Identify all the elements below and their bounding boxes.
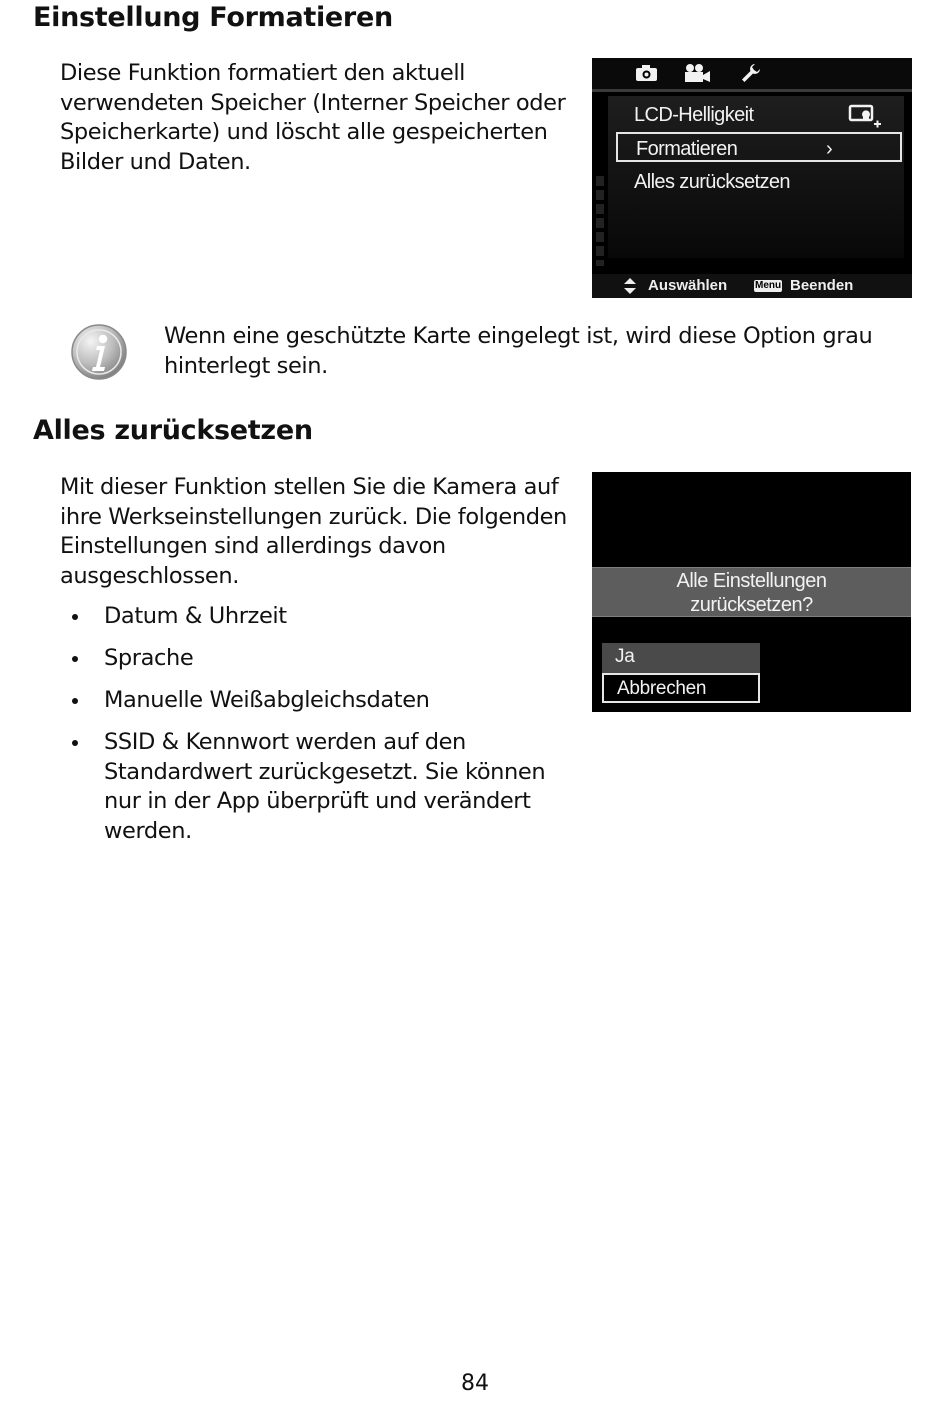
list-item: Manuelle Weißabgleichsdaten [60,686,580,716]
text-line: Diese Funktion formatiert den aktuell [60,60,466,86]
section-title-format: Einstellung Formatieren [33,2,393,33]
camera-icon [634,62,660,84]
lcd-brightness-icon [848,104,882,130]
bullet-icon [72,740,78,746]
text-line: Wenn eine geschützte Karte eingelegt ist, wird diese Option grau [164,323,873,349]
menu-key-badge: Menu [755,280,782,291]
text-line: verwendeten Speicher (Interner Speicher oder [60,89,566,116]
menu-item-label: LCD-Helligkeit [634,104,754,126]
text-line: hinterlegt sein. [164,352,328,379]
reset-description [60,473,580,591]
bullet-icon [72,656,78,662]
list-item: SSID & Kennwort werden auf den Standardwert zurückgesetzt. Sie können nur in der App überprüft und verändert werden. [60,728,580,846]
camera-reset-dialog [592,472,911,712]
text-line: Einstellungen sind allerdings davon [60,533,446,559]
menu-item-format[interactable] [616,132,902,162]
chevron-right-icon: › [825,138,832,160]
section-title-reset: Alles zurücksetzen [33,415,313,446]
info-icon [70,323,128,381]
status-bar [592,274,912,298]
wrench-icon [740,62,762,84]
reset-question: Alle Einstellungen zurücksetzen? [592,567,911,617]
menu-item-reset-all[interactable] [616,167,902,197]
video-camera-icon [682,62,712,84]
protected-card-note [164,322,904,381]
text-line: ihre Werkseinstellungen zurück. Die folgenden [60,503,567,530]
text-line: ausgeschlossen. [60,562,239,589]
option-cancel[interactable]: Abbrechen [602,673,760,703]
bullet-icon [72,614,78,620]
status-exit-label: Beenden [790,277,854,294]
up-down-arrows-icon [623,278,637,294]
page-number: 84 [461,1371,489,1396]
menu-item-label: Alles zurücksetzen [634,171,790,193]
bullet-icon [72,698,78,704]
excluded-settings-list [60,602,580,859]
text-line: Bilder und Daten. [60,148,251,175]
list-item: Sprache [60,644,580,674]
status-select-label: Auswählen [648,277,728,294]
text-line: Mit dieser Funktion stellen Sie die Kamera auf [60,474,559,500]
text-line: Speicherkarte) und löscht alle gespeicherten [60,119,548,145]
menu-item-label: Formatieren [636,138,738,160]
camera-settings-screen [592,58,912,298]
list-item: Datum & Uhrzeit [60,602,580,632]
format-description [60,59,580,177]
scroll-indicator [596,176,604,266]
option-yes[interactable]: Ja [602,643,760,673]
menu-tab-bar [592,58,912,92]
